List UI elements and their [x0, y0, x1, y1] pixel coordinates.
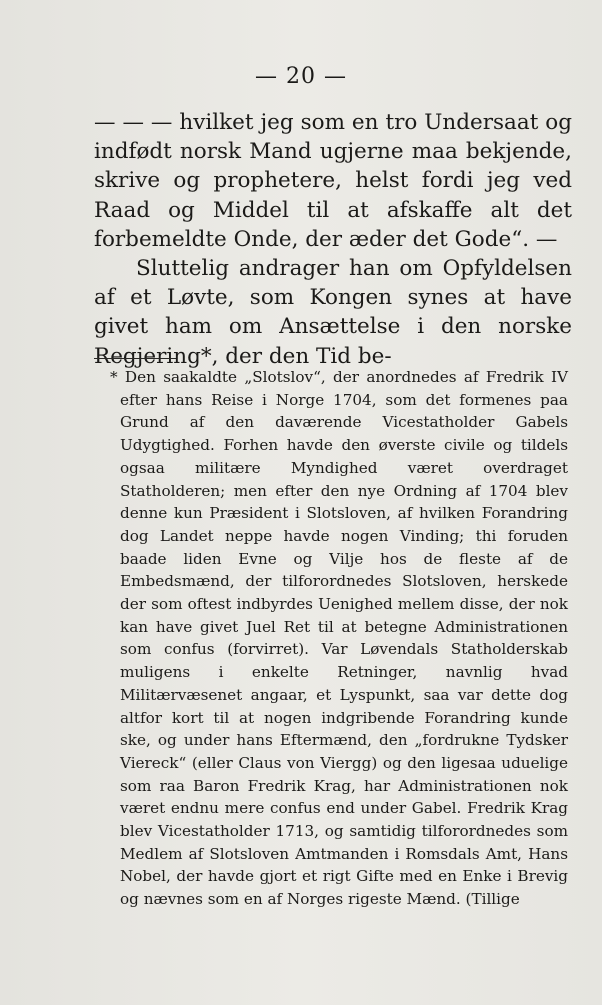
paragraph: Sluttelig andrager han om Opfyldelsen af et Løvte, som Kongen synes at have givet ham om Ansættelse i den norske Regjering*, der den Tid be- [94, 256, 572, 369]
main-text [94, 108, 572, 371]
footnote-text: * Den saakaldte „Slotslov“, der anordnedes af Fredrik IV efter hans Reise i Norge 1704, som det formenes paa Grund af den daværende Vicestatholder Gabels Udygtighed. Forhen havde den øverste civile og tildels ogsaa militære Myndighed været overdraget Statholderen; men efter den nye Ordning af 1704 blev denne kun Præsident i Slotsloven, af hvilken Forandring dog Landet neppe havde nogen Vinding; thi foruden baade liden Evne og Vilje hos de fleste af de Embedsmænd, der tilforordnedes Slotsloven, herskede der som oftest indbyrdes Uenighed mellem disse, der nok kan have givet Juel Ret til at betegne Administrationen som confus (forvirret). Var Løvendals Statholderskab muligens i enkelte Retninger, navnlig hvad Militærvæsenet angaar, et Lyspunkt, saa var dette dog altfor kort til at nogen indgribende Forandring kunde ske, og under hans Eftermænd, den „fordrukne Tydsker Viereck“ (eller Claus von Viergg) og den ligesaa uduelige som raa Baron Fredrik Krag, har Administrationen nok været endnu mere confus end under Gabel. Fredrik Krag blev Vicestatholder 1713, og samtidig tilforordnedes som Medlem af Slotsloven Amtmanden i Romsdals Amt, Hans Nobel, der havde gjort et rigt Gifte med en Enke i Brevig og nævnes som en af Norges rigeste Mænd. (Tillige [110, 368, 568, 909]
page-number: — 20 — [255, 64, 347, 89]
footnote [110, 366, 568, 911]
footnote-divider [94, 358, 176, 359]
paragraph: — — — hvilket jeg som en tro Undersaat og indfødt norsk Mand ugjerne maa bekjende, skrive og prophetere, helst fordi jeg ved Raad og Middel til at afskaffe alt det forbemeldte Onde, der æder det Gode“. — [94, 110, 572, 252]
